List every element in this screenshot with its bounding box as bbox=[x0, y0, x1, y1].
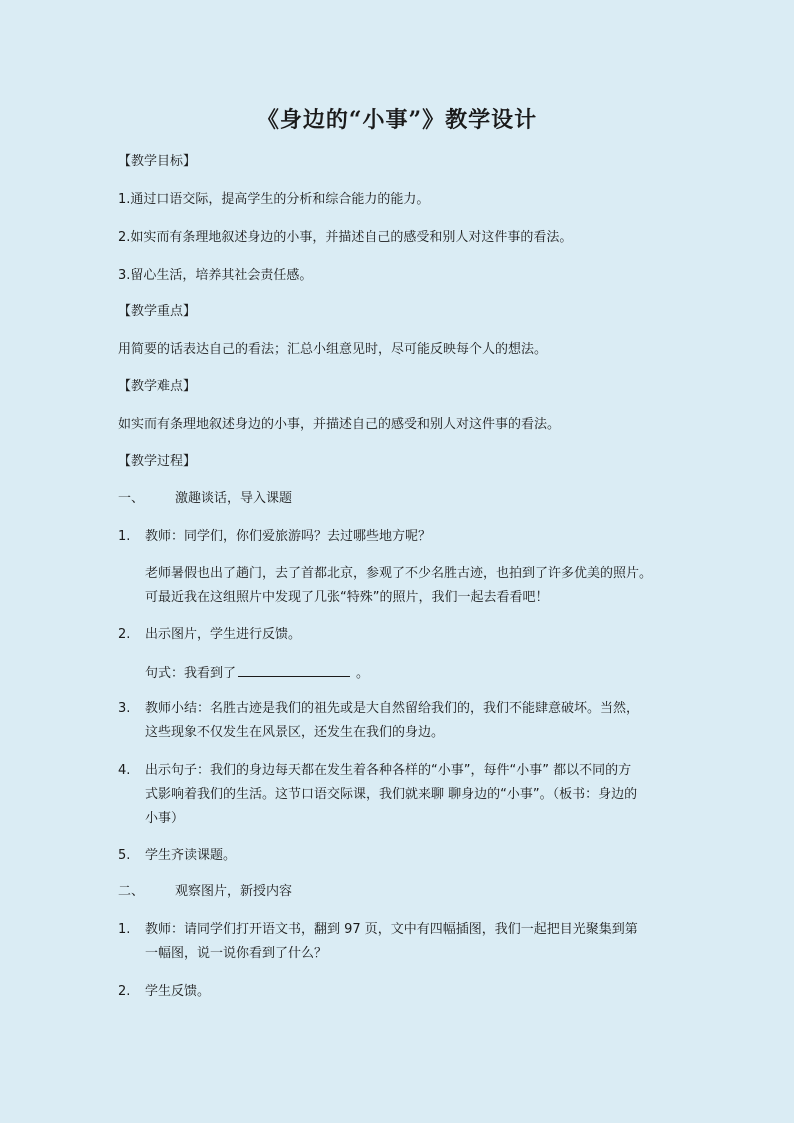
fill-in-blank bbox=[238, 662, 350, 677]
objective-item-2: 2.如实而有条理地叙述身边的小事，并描述自己的感受和别人对这件事的看法。 bbox=[118, 230, 573, 245]
step-number: 5. bbox=[118, 848, 131, 863]
step-text: 这些现象不仅发生在风景区，还发生在我们的身边。 bbox=[145, 725, 445, 740]
step-text: 教师：请同学们打开语文书，翻到 97 页，文中有四幅插图，我们一起把目光聚集到第 bbox=[145, 922, 638, 937]
step-text: 学生反馈。 bbox=[145, 984, 211, 999]
step-text: 出示句子：我们的身边每天都在发生着各种各样的“小事”，每件“小事” 都以不同的方 bbox=[145, 763, 632, 778]
step-text: 一幅图，说一说你看到了什么？ bbox=[145, 946, 328, 961]
key-points-heading: 【教学重点】 bbox=[118, 304, 197, 319]
step-number: 1. bbox=[118, 922, 131, 937]
step-text: 式影响着我们的生活。这节口语交际课，我们就来聊 聊身边的“小事”。（板书：身边的 bbox=[145, 787, 638, 802]
key-points-text: 用简要的话表达自己的看法；汇总小组意见时，尽可能反映每个人的想法。 bbox=[118, 342, 548, 357]
step-text: 老师暑假也出了趟门，去了首都北京，参观了不少名胜古迹，也拍到了许多优美的照片。 bbox=[145, 566, 653, 581]
step-text: 小事） bbox=[145, 811, 185, 826]
sentence-pattern-suffix: 。 bbox=[356, 666, 370, 681]
section-1-title: 激趣谈话，导入课题 bbox=[175, 491, 293, 506]
section-1-number: 一、 bbox=[118, 491, 145, 506]
sentence-pattern bbox=[145, 662, 369, 684]
step-text: 教师：同学们，你们爱旅游吗？去过哪些地方呢？ bbox=[145, 529, 432, 544]
section-2-title: 观察图片，新授内容 bbox=[175, 884, 293, 899]
section-2-number: 二、 bbox=[118, 884, 145, 899]
step-number: 2. bbox=[118, 984, 131, 999]
step-text: 学生齐读课题。 bbox=[145, 848, 237, 863]
page-title: 《身边的“小事”》教学设计 bbox=[256, 107, 538, 133]
step-number: 3. bbox=[118, 701, 131, 716]
objective-item-1: 1.通过口语交际，提高学生的分析和综合能力的能力。 bbox=[118, 192, 430, 207]
step-text: 教师小结：名胜古迹是我们的祖先或是大自然留给我们的，我们不能肆意破坏。当然， bbox=[145, 701, 640, 716]
objective-item-3: 3.留心生活，培养其社会责任感。 bbox=[118, 268, 313, 283]
step-text: 可最近我在这组照片中发现了几张“特殊”的照片，我们一起去看看吧！ bbox=[145, 590, 549, 605]
difficulties-heading: 【教学难点】 bbox=[118, 379, 197, 394]
step-number: 4. bbox=[118, 763, 131, 778]
objectives-heading: 【教学目标】 bbox=[118, 154, 197, 169]
step-number: 2. bbox=[118, 627, 131, 642]
difficulties-text: 如实而有条理地叙述身边的小事，并描述自己的感受和别人对这件事的看法。 bbox=[118, 417, 561, 432]
step-number: 1. bbox=[118, 529, 131, 544]
step-text: 出示图片，学生进行反馈。 bbox=[145, 627, 302, 642]
sentence-pattern-prefix: 句式：我看到了 bbox=[145, 666, 237, 681]
process-heading: 【教学过程】 bbox=[118, 454, 197, 469]
